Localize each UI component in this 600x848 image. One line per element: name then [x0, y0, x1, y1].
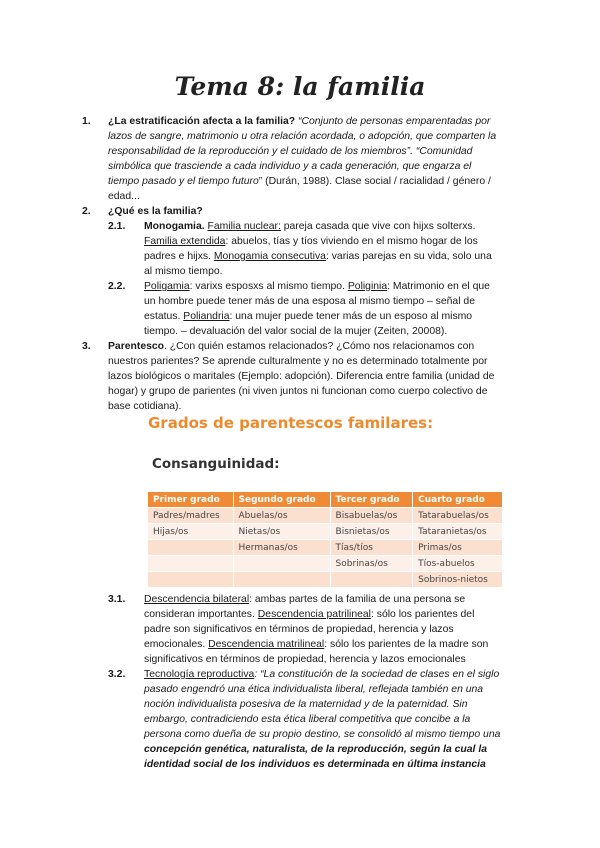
table-row: [148, 524, 503, 540]
table-row: [148, 572, 503, 588]
table-cell: [233, 572, 330, 588]
s21-term: Monogamia.: [144, 221, 205, 232]
subitem-number: 3.2.: [108, 669, 126, 680]
item1-question: ¿La estratificación afecta a la familia?: [108, 116, 296, 127]
table-cell: [148, 572, 233, 588]
table-cell: Padres/madres: [148, 508, 233, 524]
s31-line2: [144, 607, 474, 622]
s22-t3a: estatus.: [144, 311, 184, 322]
item1-line5: [108, 174, 491, 189]
table-cell: Tías/tíos: [330, 540, 413, 556]
table-cell: Hijas/os: [148, 524, 233, 540]
s31-t2b: : sólo los parientes del: [371, 609, 475, 620]
item1-line4: simbólica que trasciende a cada individuo y a cada generación, que engarza el: [108, 161, 472, 172]
s32-line4: embargo, contradiciendo esta ética liberal competitiva que concibe a la: [144, 714, 471, 725]
item1-line3-italic: responsabilidad de la reproducción y el cuidado de los miembros: [108, 146, 407, 157]
s31-t2a: consideran importantes.: [144, 609, 258, 620]
item1-line6: edad...: [108, 191, 140, 202]
table-header: Cuarto grado: [413, 492, 503, 508]
table-cell: Sobrinos-nietos: [413, 572, 503, 588]
item1-quote-start: “Conjunto de personas emparentadas por: [298, 116, 491, 127]
s31-t1: : ambas partes de la familia de una persona se: [249, 594, 466, 605]
s21-line4: al mismo tiempo.: [144, 266, 223, 277]
table-row: [148, 540, 503, 556]
table-cell: Tíos-abuelos: [413, 556, 503, 572]
table-cell: Bisnietas/os: [330, 524, 413, 540]
table-cell: Nietas/os: [233, 524, 330, 540]
s22-t1a: : varixs esposxs al mismo tiempo.: [189, 281, 348, 292]
s31-t4b: : sólo los parientes de la madre son: [324, 639, 489, 650]
item3-term: Parentesco: [108, 341, 165, 352]
s22-t3b: : una mujer puede tener más de un esposo al mismo: [229, 311, 473, 322]
s21-u2: Familia extendida: [144, 236, 226, 247]
item3-line2: nuestros parientes? Se aprende culturalmente y no es determinado totalmente por: [108, 356, 488, 367]
s32-line7: identidad social de los individuos es determinada en última instancia: [144, 759, 486, 770]
item1-line3: [108, 144, 472, 159]
s21-u1: Familia nuclear:: [207, 221, 281, 232]
s21-t3a: padres e hijxs.: [144, 251, 214, 262]
s32-line5: persona como dueña de su propio destino, se consolidó al mismo tiempo una: [144, 729, 501, 740]
subitem-number: 2.1.: [108, 221, 126, 232]
s21-line3: [144, 249, 492, 264]
item3-line4: hogar) y grupo de parientes (ni viven juntos ni funcionan como cuerpo colectivo de: [108, 386, 488, 397]
table-header-row: [148, 492, 503, 508]
figure-subtitle: Consanguinidad:: [152, 456, 280, 472]
item1-line5-italic: tiempo pasado y el tiempo futuro: [108, 176, 259, 187]
s31-line3: padre son significativos en términos de propiedad, herencia y lazos: [144, 624, 454, 635]
item2-question: ¿Qué es la familia?: [108, 206, 203, 217]
s32-line2: pasado engendró una ética individualista liberal, reflejada también en una: [144, 684, 484, 695]
s21-line1: [144, 219, 476, 234]
table-cell: [233, 556, 330, 572]
s22-u2: Poliginia: [347, 281, 388, 292]
table-cell: Tatarabuelas/os: [413, 508, 503, 524]
item1-line1: [108, 114, 490, 129]
item-number: 1.: [82, 116, 91, 127]
s22-u3: Poliandria: [183, 311, 230, 322]
table-cell: Sobrinas/os: [330, 556, 413, 572]
s31-line5: significativos en términos de propiedad, herencia y lazos emocionales: [144, 654, 466, 665]
subitem-number: 3.1.: [108, 594, 126, 605]
s21-t2: : abuelos, tías y tíos viviendo en el mismo hogar de los: [225, 236, 478, 247]
table-cell: Tataranietas/os: [413, 524, 503, 540]
s22-line1: [144, 279, 490, 294]
s22-line2: un hombre puede tener más de una esposa al mismo tiempo – señal de: [144, 296, 475, 307]
s32-line3: noción individualista posesiva de la maternidad y de la paternidad. Sin: [144, 699, 468, 710]
table-cell: Abuelas/os: [233, 508, 330, 524]
s21-t1: pareja casada que vive con hijxs solterxs.: [280, 221, 476, 232]
table-cell: Primas/os: [413, 540, 503, 556]
table-row: [148, 556, 503, 572]
item1-line2: lazos de sangre, matrimonio u otra relación acordada, o adopción, que comparten la: [108, 131, 497, 142]
s22-t1b: : Matrimonio en el que: [387, 281, 490, 292]
s31-line4: [144, 637, 488, 652]
table-row: [148, 508, 503, 524]
table-cell: Bisabuelas/os: [330, 508, 413, 524]
s32-line6: concepción genética, naturalista, de la reproducción, según la cual la: [144, 744, 487, 755]
item-number: 3.: [82, 341, 91, 352]
s22-line3: [144, 309, 472, 324]
table-cell: [148, 540, 233, 556]
item1-line3-end: ”. “Comunidad: [406, 146, 473, 157]
item3-line1: [108, 339, 474, 354]
s32-t1: : “La constitución de la sociedad de clases en el siglo: [254, 669, 500, 680]
s32-u1: Tecnología reproductiva: [144, 669, 255, 680]
kinship-table: [148, 492, 503, 587]
item1-line5-rest: ” (Durán, 1988). Clase social / racialidad / género /: [258, 176, 491, 187]
s32-line1: [144, 667, 499, 682]
s31-u2: Descendencia patrilineal: [257, 609, 371, 620]
s21-t3b: : varias parejas en su vida, solo una: [325, 251, 492, 262]
subitem-number: 2.2.: [108, 281, 126, 292]
item-number: 2.: [82, 206, 91, 217]
s22-line4: tiempo. – devaluación del valor social de la mujer (Zeiten, 20008).: [144, 326, 448, 337]
s31-u1: Descendencia bilateral: [144, 594, 250, 605]
item3-line5: base cotidiana).: [108, 401, 182, 412]
table-cell: Hermanas/os: [233, 540, 330, 556]
table-header: Primer grado: [148, 492, 233, 508]
s22-u1: Poligamia: [144, 281, 190, 292]
s31-t4a: emocionales.: [144, 639, 209, 650]
item3-line3: lazos biológicos o maritales (Ejemplo: adopción). Diferencia entre familia (unidad de: [108, 371, 495, 382]
item3-l1: . ¿Con quién estamos relacionados? ¿Cómo nos relacionamos con: [164, 341, 475, 352]
table-header: Segundo grado: [233, 492, 330, 508]
table-header: Tercer grado: [330, 492, 413, 508]
s21-u3: Monogamia consecutiva: [213, 251, 326, 262]
table-cell: [148, 556, 233, 572]
table-cell: [330, 572, 413, 588]
s21-line2: [144, 234, 478, 249]
figure-title: Grados de parentescos familares:: [148, 414, 434, 432]
s31-line1: [144, 592, 465, 607]
page-title: Tema 8: la familia: [174, 72, 426, 101]
s31-u3: Descendencia matrilineal: [208, 639, 325, 650]
